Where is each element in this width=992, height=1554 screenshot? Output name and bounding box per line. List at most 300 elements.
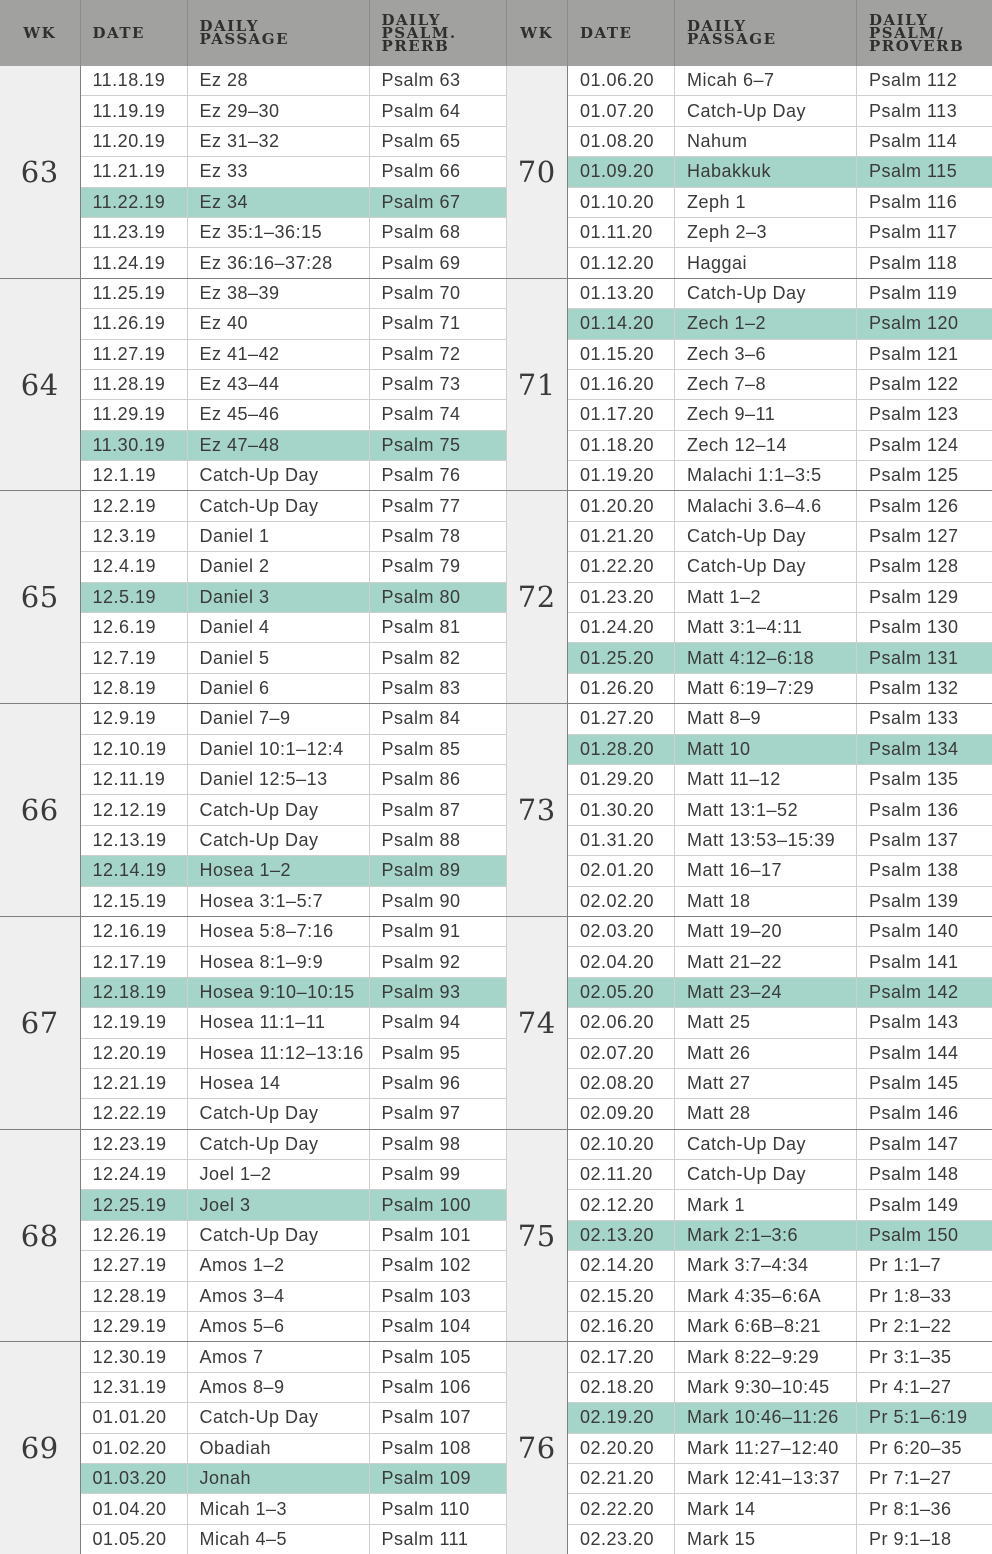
passage-cell: Catch-Up Day — [675, 552, 857, 582]
table-row — [507, 339, 992, 369]
psalm-cell: Psalm 101 — [369, 1220, 506, 1250]
table-row — [507, 916, 992, 946]
header-row — [0, 0, 506, 66]
date-cell: 02.09.20 — [568, 1099, 675, 1129]
passage-cell: Mark 6:6B–8:21 — [675, 1312, 857, 1342]
date-cell: 01.26.20 — [568, 673, 675, 703]
psalm-cell: Psalm 70 — [369, 278, 506, 308]
psalm-cell: Pr 1:8–33 — [857, 1281, 992, 1311]
psalm-cell: Psalm 150 — [857, 1220, 992, 1250]
psalm-cell: Psalm 128 — [857, 552, 992, 582]
psalm-cell: Psalm 132 — [857, 673, 992, 703]
passage-cell: Matt 13:1–52 — [675, 795, 857, 825]
table-row — [507, 856, 992, 886]
date-cell: 01.13.20 — [568, 278, 675, 308]
psalm-cell: Psalm 131 — [857, 643, 992, 673]
passage-cell: Matt 13:53–15:39 — [675, 825, 857, 855]
psalm-cell: Pr 9:1–18 — [857, 1524, 992, 1554]
date-cell: 12.28.19 — [80, 1281, 187, 1311]
passage-cell: Daniel 5 — [187, 643, 369, 673]
psalm-cell: Psalm 127 — [857, 521, 992, 551]
date-cell: 01.12.20 — [568, 248, 675, 278]
week-number: 75 — [507, 1129, 568, 1342]
header-wk: WK — [507, 0, 568, 66]
date-cell: 11.18.19 — [80, 66, 187, 96]
psalm-cell: Psalm 68 — [369, 217, 506, 247]
date-cell: 01.19.20 — [568, 461, 675, 491]
table-row — [507, 400, 992, 430]
date-cell: 02.11.20 — [568, 1160, 675, 1190]
header-passage-line1: DAILY — [687, 17, 746, 35]
psalm-cell: Psalm 83 — [369, 673, 506, 703]
header-passage-line2: PASSAGE — [200, 30, 290, 48]
date-cell: 02.19.20 — [568, 1403, 675, 1433]
header-date: DATE — [80, 0, 187, 66]
header-wk: WK — [0, 0, 80, 66]
passage-cell: Zech 12–14 — [675, 430, 857, 460]
passage-cell: Mark 12:41–13:37 — [675, 1463, 857, 1493]
date-cell: 12.30.19 — [80, 1342, 187, 1372]
psalm-cell: Psalm 90 — [369, 886, 506, 916]
passage-cell: Mark 10:46–11:26 — [675, 1403, 857, 1433]
passage-cell: Joel 3 — [187, 1190, 369, 1220]
date-cell: 02.01.20 — [568, 856, 675, 886]
header-psalm-line3: PROVERB — [869, 37, 964, 55]
date-cell: 12.23.19 — [80, 1129, 187, 1159]
week-number: 64 — [0, 278, 80, 491]
psalm-cell: Psalm 103 — [369, 1281, 506, 1311]
passage-cell: Ez 43–44 — [187, 369, 369, 399]
psalm-cell: Psalm 67 — [369, 187, 506, 217]
week-number: 69 — [0, 1342, 80, 1554]
table-row — [0, 1342, 506, 1372]
passage-cell: Matt 18 — [675, 886, 857, 916]
passage-cell: Mark 11:27–12:40 — [675, 1433, 857, 1463]
date-cell: 11.21.19 — [80, 157, 187, 187]
table-row — [507, 217, 992, 247]
table-row — [507, 1129, 992, 1159]
table-row — [507, 1068, 992, 1098]
psalm-cell: Psalm 106 — [369, 1372, 506, 1402]
table-row — [507, 157, 992, 187]
passage-cell: Matt 16–17 — [675, 856, 857, 886]
psalm-cell: Psalm 66 — [369, 157, 506, 187]
table-row — [0, 704, 506, 734]
passage-cell: Catch-Up Day — [187, 491, 369, 521]
passage-cell: Ez 29–30 — [187, 96, 369, 126]
date-cell: 12.14.19 — [80, 856, 187, 886]
passage-cell: Catch-Up Day — [187, 1220, 369, 1250]
date-cell: 01.15.20 — [568, 339, 675, 369]
table-row — [507, 1433, 992, 1463]
psalm-cell: Psalm 91 — [369, 916, 506, 946]
psalm-cell: Psalm 109 — [369, 1463, 506, 1493]
passage-cell: Catch-Up Day — [675, 278, 857, 308]
passage-cell: Hosea 9:10–10:15 — [187, 977, 369, 1007]
passage-cell: Matt 23–24 — [675, 977, 857, 1007]
header-psalm-line1: DAILY — [869, 11, 928, 29]
passage-cell: Catch-Up Day — [187, 1129, 369, 1159]
date-cell: 12.17.19 — [80, 947, 187, 977]
table-row — [507, 1372, 992, 1402]
psalm-cell: Psalm 96 — [369, 1068, 506, 1098]
date-cell: 02.08.20 — [568, 1068, 675, 1098]
passage-cell: Mark 3:7–4:34 — [675, 1251, 857, 1281]
passage-cell: Hosea 14 — [187, 1068, 369, 1098]
psalm-cell: Psalm 118 — [857, 248, 992, 278]
psalm-cell: Psalm 107 — [369, 1403, 506, 1433]
psalm-cell: Psalm 100 — [369, 1190, 506, 1220]
date-cell: 01.08.20 — [568, 126, 675, 156]
table-row — [0, 491, 506, 521]
passage-cell: Mark 1 — [675, 1190, 857, 1220]
table-row — [507, 1038, 992, 1068]
week-number: 72 — [507, 491, 568, 704]
psalm-cell: Psalm 76 — [369, 461, 506, 491]
date-cell: 01.02.20 — [80, 1433, 187, 1463]
psalm-cell: Pr 2:1–22 — [857, 1312, 992, 1342]
psalm-cell: Psalm 87 — [369, 795, 506, 825]
psalm-cell: Psalm 134 — [857, 734, 992, 764]
table-row — [507, 369, 992, 399]
date-cell: 02.18.20 — [568, 1372, 675, 1402]
passage-cell: Ez 33 — [187, 157, 369, 187]
header-psalm-line2: PSALM. — [382, 24, 457, 42]
psalm-cell: Psalm 93 — [369, 977, 506, 1007]
psalm-cell: Psalm 130 — [857, 613, 992, 643]
date-cell: 11.30.19 — [80, 430, 187, 460]
passage-cell: Zech 9–11 — [675, 400, 857, 430]
header-passage-line2: PASSAGE — [687, 30, 777, 48]
passage-cell: Daniel 12:5–13 — [187, 764, 369, 794]
week-number: 74 — [507, 916, 568, 1129]
table-row — [507, 795, 992, 825]
date-cell: 12.15.19 — [80, 886, 187, 916]
date-cell: 12.27.19 — [80, 1251, 187, 1281]
passage-cell: Micah 6–7 — [675, 66, 857, 96]
week-number: 70 — [507, 66, 568, 278]
table-row — [507, 187, 992, 217]
week-number: 67 — [0, 916, 80, 1129]
psalm-cell: Psalm 125 — [857, 461, 992, 491]
passage-cell: Catch-Up Day — [187, 461, 369, 491]
passage-cell: Catch-Up Day — [187, 795, 369, 825]
psalm-cell: Psalm 135 — [857, 764, 992, 794]
psalm-cell: Psalm 116 — [857, 187, 992, 217]
week-number: 73 — [507, 704, 568, 917]
date-cell: 12.16.19 — [80, 916, 187, 946]
psalm-cell: Psalm 65 — [369, 126, 506, 156]
passage-cell: Amos 7 — [187, 1342, 369, 1372]
passage-cell: Matt 1–2 — [675, 582, 857, 612]
table-row — [507, 643, 992, 673]
date-cell: 11.20.19 — [80, 126, 187, 156]
passage-cell: Ez 36:16–37:28 — [187, 248, 369, 278]
psalm-cell: Psalm 126 — [857, 491, 992, 521]
psalm-cell: Psalm 102 — [369, 1251, 506, 1281]
date-cell: 01.25.20 — [568, 643, 675, 673]
table-row — [507, 126, 992, 156]
date-cell: 02.05.20 — [568, 977, 675, 1007]
passage-cell: Hosea 5:8–7:16 — [187, 916, 369, 946]
passage-cell: Amos 3–4 — [187, 1281, 369, 1311]
psalm-cell: Psalm 78 — [369, 521, 506, 551]
date-cell: 12.22.19 — [80, 1099, 187, 1129]
passage-cell: Daniel 7–9 — [187, 704, 369, 734]
date-cell: 01.16.20 — [568, 369, 675, 399]
passage-cell: Micah 4–5 — [187, 1524, 369, 1554]
date-cell: 12.21.19 — [80, 1068, 187, 1098]
passage-cell: Matt 26 — [675, 1038, 857, 1068]
psalm-cell: Psalm 113 — [857, 96, 992, 126]
date-cell: 02.13.20 — [568, 1220, 675, 1250]
psalm-cell: Psalm 89 — [369, 856, 506, 886]
psalm-cell: Psalm 129 — [857, 582, 992, 612]
week-number: 63 — [0, 66, 80, 278]
date-cell: 12.10.19 — [80, 734, 187, 764]
table-row — [0, 66, 506, 96]
passage-cell: Daniel 10:1–12:4 — [187, 734, 369, 764]
table-row — [507, 1403, 992, 1433]
passage-cell: Ez 35:1–36:15 — [187, 217, 369, 247]
date-cell: 01.03.20 — [80, 1463, 187, 1493]
date-cell: 01.05.20 — [80, 1524, 187, 1554]
header-psalm-line2: PSALM/ — [869, 24, 944, 42]
date-cell: 12.3.19 — [80, 521, 187, 551]
table-row — [507, 947, 992, 977]
psalm-cell: Psalm 99 — [369, 1160, 506, 1190]
psalm-cell: Pr 3:1–35 — [857, 1342, 992, 1372]
passage-cell: Amos 8–9 — [187, 1372, 369, 1402]
psalm-cell: Psalm 80 — [369, 582, 506, 612]
psalm-cell: Psalm 86 — [369, 764, 506, 794]
date-cell: 01.30.20 — [568, 795, 675, 825]
table-row — [0, 1129, 506, 1159]
table-row — [507, 1160, 992, 1190]
date-cell: 02.23.20 — [568, 1524, 675, 1554]
psalm-cell: Psalm 133 — [857, 704, 992, 734]
table-row — [507, 613, 992, 643]
date-cell: 02.03.20 — [568, 916, 675, 946]
passage-cell: Catch-Up Day — [187, 825, 369, 855]
table-row — [507, 582, 992, 612]
date-cell: 02.07.20 — [568, 1038, 675, 1068]
passage-cell: Mark 8:22–9:29 — [675, 1342, 857, 1372]
passage-cell: Zeph 1 — [675, 187, 857, 217]
passage-cell: Amos 5–6 — [187, 1312, 369, 1342]
psalm-cell: Psalm 71 — [369, 309, 506, 339]
psalm-cell: Psalm 88 — [369, 825, 506, 855]
header-psalm — [369, 0, 506, 66]
date-cell: 02.15.20 — [568, 1281, 675, 1311]
passage-cell: Daniel 6 — [187, 673, 369, 703]
table-row — [507, 96, 992, 126]
psalm-cell: Psalm 122 — [857, 369, 992, 399]
table-row — [507, 1099, 992, 1129]
table-row — [507, 673, 992, 703]
passage-cell: Matt 4:12–6:18 — [675, 643, 857, 673]
psalm-cell: Psalm 120 — [857, 309, 992, 339]
date-cell: 01.11.20 — [568, 217, 675, 247]
psalm-cell: Psalm 63 — [369, 66, 506, 96]
passage-cell: Ez 41–42 — [187, 339, 369, 369]
passage-cell: Matt 3:1–4:11 — [675, 613, 857, 643]
date-cell: 02.02.20 — [568, 886, 675, 916]
passage-cell: Matt 21–22 — [675, 947, 857, 977]
date-cell: 02.04.20 — [568, 947, 675, 977]
passage-cell: Daniel 2 — [187, 552, 369, 582]
date-cell: 12.1.19 — [80, 461, 187, 491]
table-row — [507, 309, 992, 339]
psalm-cell: Psalm 148 — [857, 1160, 992, 1190]
psalm-cell: Psalm 114 — [857, 126, 992, 156]
table-row — [507, 1190, 992, 1220]
table-row — [507, 977, 992, 1007]
psalm-cell: Psalm 143 — [857, 1008, 992, 1038]
psalm-cell: Psalm 85 — [369, 734, 506, 764]
psalm-cell: Psalm 111 — [369, 1524, 506, 1554]
date-cell: 12.9.19 — [80, 704, 187, 734]
passage-cell: Daniel 4 — [187, 613, 369, 643]
passage-cell: Matt 10 — [675, 734, 857, 764]
table-row — [507, 886, 992, 916]
table-row — [507, 1463, 992, 1493]
passage-cell: Matt 11–12 — [675, 764, 857, 794]
date-cell: 12.13.19 — [80, 825, 187, 855]
date-cell: 11.27.19 — [80, 339, 187, 369]
psalm-cell: Psalm 105 — [369, 1342, 506, 1372]
psalm-cell: Psalm 137 — [857, 825, 992, 855]
psalm-cell: Psalm 147 — [857, 1129, 992, 1159]
psalm-cell: Psalm 149 — [857, 1190, 992, 1220]
psalm-cell: Pr 8:1–36 — [857, 1494, 992, 1524]
passage-cell: Ez 45–46 — [187, 400, 369, 430]
psalm-cell: Psalm 77 — [369, 491, 506, 521]
date-cell: 12.5.19 — [80, 582, 187, 612]
date-cell: 01.17.20 — [568, 400, 675, 430]
date-cell: 12.8.19 — [80, 673, 187, 703]
psalm-cell: Psalm 74 — [369, 400, 506, 430]
psalm-cell: Psalm 108 — [369, 1433, 506, 1463]
table-row — [507, 66, 992, 96]
passage-cell: Zech 3–6 — [675, 339, 857, 369]
date-cell: 02.21.20 — [568, 1463, 675, 1493]
psalm-cell: Psalm 110 — [369, 1494, 506, 1524]
header-row — [507, 0, 992, 66]
psalm-cell: Psalm 98 — [369, 1129, 506, 1159]
reading-plan-table-right — [507, 0, 992, 1554]
psalm-cell: Psalm 146 — [857, 1099, 992, 1129]
date-cell: 01.24.20 — [568, 613, 675, 643]
date-cell: 01.18.20 — [568, 430, 675, 460]
table-row — [507, 1342, 992, 1372]
psalm-cell: Psalm 94 — [369, 1008, 506, 1038]
psalm-cell: Pr 1:1–7 — [857, 1251, 992, 1281]
psalm-cell: Pr 5:1–6:19 — [857, 1403, 992, 1433]
week-number: 76 — [507, 1342, 568, 1554]
passage-cell: Catch-Up Day — [187, 1403, 369, 1433]
passage-cell: Matt 8–9 — [675, 704, 857, 734]
date-cell: 11.26.19 — [80, 309, 187, 339]
date-cell: 01.07.20 — [568, 96, 675, 126]
passage-cell: Nahum — [675, 126, 857, 156]
date-cell: 12.11.19 — [80, 764, 187, 794]
header-passage — [187, 0, 369, 66]
psalm-cell: Psalm 73 — [369, 369, 506, 399]
date-cell: 12.24.19 — [80, 1160, 187, 1190]
table-row — [507, 734, 992, 764]
psalm-cell: Psalm 139 — [857, 886, 992, 916]
passage-cell: Ez 28 — [187, 66, 369, 96]
psalm-cell: Psalm 123 — [857, 400, 992, 430]
passage-cell: Catch-Up Day — [675, 1129, 857, 1159]
date-cell: 12.31.19 — [80, 1372, 187, 1402]
header-psalm — [857, 0, 992, 66]
passage-cell: Zech 1–2 — [675, 309, 857, 339]
passage-cell: Catch-Up Day — [675, 96, 857, 126]
date-cell: 02.17.20 — [568, 1342, 675, 1372]
psalm-cell: Psalm 82 — [369, 643, 506, 673]
passage-cell: Catch-Up Day — [675, 1160, 857, 1190]
table-row — [0, 916, 506, 946]
psalm-cell: Psalm 136 — [857, 795, 992, 825]
header-psalm-line3: PRERB — [382, 37, 450, 55]
passage-cell: Mark 2:1–3:6 — [675, 1220, 857, 1250]
date-cell: 11.23.19 — [80, 217, 187, 247]
table-row — [507, 764, 992, 794]
passage-cell: Hosea 8:1–9:9 — [187, 947, 369, 977]
psalm-cell: Psalm 75 — [369, 430, 506, 460]
date-cell: 01.21.20 — [568, 521, 675, 551]
date-cell: 11.29.19 — [80, 400, 187, 430]
table-row — [0, 278, 506, 308]
psalm-cell: Psalm 97 — [369, 1099, 506, 1129]
date-cell: 01.22.20 — [568, 552, 675, 582]
passage-cell: Jonah — [187, 1463, 369, 1493]
table-row — [507, 491, 992, 521]
date-cell: 01.06.20 — [568, 66, 675, 96]
psalm-cell: Psalm 95 — [369, 1038, 506, 1068]
date-cell: 01.20.20 — [568, 491, 675, 521]
table-row — [507, 1312, 992, 1342]
table-row — [507, 1220, 992, 1250]
date-cell: 02.22.20 — [568, 1494, 675, 1524]
psalm-cell: Psalm 84 — [369, 704, 506, 734]
psalm-cell: Pr 4:1–27 — [857, 1372, 992, 1402]
table-row — [507, 825, 992, 855]
passage-cell: Matt 19–20 — [675, 916, 857, 946]
date-cell: 01.28.20 — [568, 734, 675, 764]
psalm-cell: Psalm 124 — [857, 430, 992, 460]
date-cell: 12.18.19 — [80, 977, 187, 1007]
psalm-cell: Psalm 81 — [369, 613, 506, 643]
header-date: DATE — [568, 0, 675, 66]
date-cell: 11.22.19 — [80, 187, 187, 217]
date-cell: 01.14.20 — [568, 309, 675, 339]
date-cell: 01.04.20 — [80, 1494, 187, 1524]
passage-cell: Ez 38–39 — [187, 278, 369, 308]
psalm-cell: Psalm 79 — [369, 552, 506, 582]
psalm-cell: Psalm 144 — [857, 1038, 992, 1068]
week-number: 68 — [0, 1129, 80, 1342]
table-row — [507, 1494, 992, 1524]
passage-cell: Hosea 11:12–13:16 — [187, 1038, 369, 1068]
passage-cell: Zeph 2–3 — [675, 217, 857, 247]
table-row — [507, 1251, 992, 1281]
passage-cell: Micah 1–3 — [187, 1494, 369, 1524]
passage-cell: Joel 1–2 — [187, 1160, 369, 1190]
header-passage — [675, 0, 857, 66]
